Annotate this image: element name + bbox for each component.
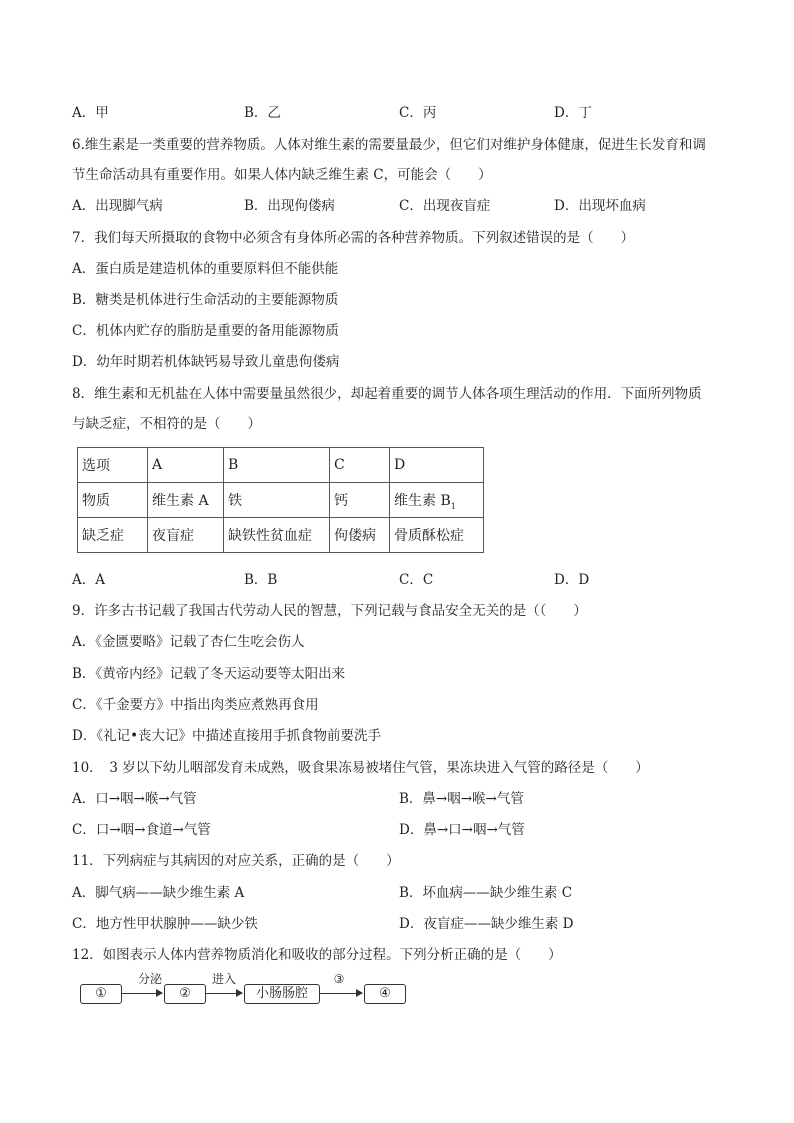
q9-option-c: C．《千金要方》中指出肉类应煮熟再食用 xyxy=(72,697,319,713)
q7-stem: 7．我们每天所摄取的食物中必须含有身体所必需的各种营养物质。下列叙述错误的是（ ） xyxy=(72,230,635,246)
q11-option-c: C．地方性甲状腺肿——缺少铁 xyxy=(72,916,258,932)
q8-table xyxy=(77,447,484,553)
arrow-label-secrete: 分泌 xyxy=(137,972,162,986)
table-cell: C xyxy=(330,448,390,483)
arrow-label-enter: 进入 xyxy=(211,972,236,986)
diagram-box-2: ② xyxy=(164,984,206,1004)
q8-stem-line2: 与缺乏症，不相符的是（ ） xyxy=(72,416,261,432)
table-cell: 选项 xyxy=(78,448,148,483)
q10-option-b: B．鼻→咽→喉→气管 xyxy=(399,791,524,807)
arrow-icon xyxy=(122,993,162,994)
table-cell: D xyxy=(390,448,484,483)
q7-option-d: D．幼年时期若机体缺钙易导致儿童患佝偻病 xyxy=(72,354,340,370)
table-cell: 缺乏症 xyxy=(78,518,148,553)
diagram-box-1: ① xyxy=(80,984,122,1004)
q8-stem-line1: 8．维生素和无机盐在人体中需要量虽然很少，却起着重要的调节人体各项生理活动的作用．下面所列物质 xyxy=(72,386,702,402)
q5-option-c: C．丙 xyxy=(399,105,437,121)
q9-option-d: D．《礼记•丧大记》中描述直接用手抓食物前要洗手 xyxy=(72,728,382,744)
subscript: 1 xyxy=(450,501,456,511)
q6-option-c: C．出现夜盲症 xyxy=(399,198,491,214)
substance-d-text: 维生素 B xyxy=(394,492,451,509)
diagram-box-4: ④ xyxy=(364,984,406,1004)
table-cell: 缺铁性贫血症 xyxy=(224,518,330,553)
table-cell: 骨质酥松症 xyxy=(390,518,484,553)
q7-option-b: B．糖类是机体进行生命活动的主要能源物质 xyxy=(72,292,339,308)
arrow-icon xyxy=(206,993,242,994)
q12-flow-diagram xyxy=(80,972,420,1006)
q11-option-a: A．脚气病——缺少维生素 A xyxy=(72,885,245,901)
q10-option-c: C．口→咽→食道→气管 xyxy=(72,822,211,838)
arrow-label-3: ③ xyxy=(333,972,345,986)
q10-option-d: D．鼻→口→咽→气管 xyxy=(399,822,525,838)
q5-option-a: A．甲 xyxy=(72,105,109,121)
q6-option-a: A．出现脚气病 xyxy=(72,198,163,214)
q9-option-b: B．《黄帝内经》记载了冬天运动要等太阳出来 xyxy=(72,666,346,682)
table-cell: A xyxy=(148,448,224,483)
q11-option-d: D．夜盲症——缺少维生素 D xyxy=(399,916,574,932)
table-cell: 维生素 A xyxy=(148,483,224,518)
table-cell: 佝偻病 xyxy=(330,518,390,553)
q5-option-b: B．乙 xyxy=(244,105,281,121)
q6-option-d: D．出现坏血病 xyxy=(554,198,646,214)
q9-stem: 9．许多古书记载了我国古代劳动人民的智慧，下列记载与食品安全无关的是（（ ） xyxy=(72,603,587,619)
q8-option-b: B．B xyxy=(244,572,278,588)
table-cell: 钙 xyxy=(330,483,390,518)
table-cell: 夜盲症 xyxy=(148,518,224,553)
q8-option-c: C．C xyxy=(399,572,434,588)
table-row xyxy=(78,518,484,553)
q7-option-c: C．机体内贮存的脂肪是重要的备用能源物质 xyxy=(72,323,339,339)
q11-stem: 11．下列病症与其病因的对应关系，正确的是（ ） xyxy=(72,853,400,869)
table-cell: B xyxy=(224,448,330,483)
table-cell xyxy=(390,483,484,518)
q5-option-d: D．丁 xyxy=(554,105,592,121)
q12-stem: 12．如图表示人体内营养物质消化和吸收的部分过程。下列分析正确的是（ ） xyxy=(72,947,562,963)
table-header-row xyxy=(78,448,484,483)
arrow-icon xyxy=(320,993,362,994)
table-cell: 物质 xyxy=(78,483,148,518)
diagram-box-small-intestine: 小肠肠腔 xyxy=(244,984,320,1004)
q6-option-b: B．出现佝偻病 xyxy=(244,198,335,214)
q10-option-a: A．口→咽→喉→气管 xyxy=(72,791,197,807)
q8-option-d: D．D xyxy=(554,572,590,588)
q7-option-a: A．蛋白质是建造机体的重要原料但不能供能 xyxy=(72,261,339,277)
q6-stem-line2: 节生命活动具有重要作用。如果人体内缺乏维生素 C，可能会（ ） xyxy=(72,167,492,183)
q11-option-b: B．坏血病——缺少维生素 C xyxy=(399,885,573,901)
q9-option-a: A．《金匮要略》记载了杏仁生吃会伤人 xyxy=(72,634,305,650)
q6-stem-line1: 6.维生素是一类重要的营养物质。人体对维生素的需要量最少，但它们对维护身体健康，促进生长发育和调 xyxy=(72,137,706,153)
q10-stem: 10． 3 岁以下幼儿咽部发育未成熟，吸食果冻易被堵住气管，果冻块进入气管的路径是（ ） xyxy=(72,760,649,776)
table-row xyxy=(78,483,484,518)
q8-option-a: A．A xyxy=(72,572,105,588)
table-cell: 铁 xyxy=(224,483,330,518)
